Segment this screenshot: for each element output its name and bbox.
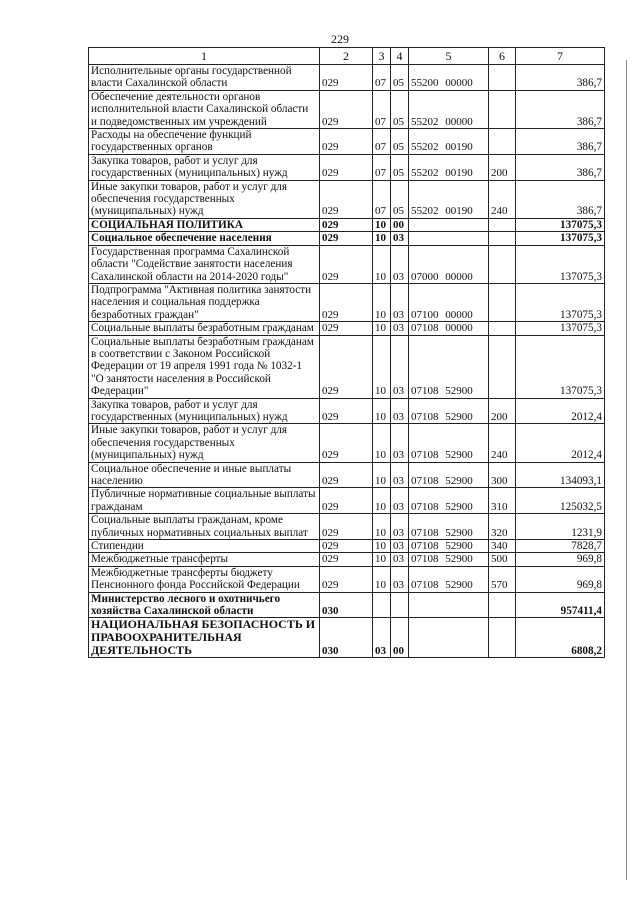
admin-code-cell: 029 <box>320 488 373 514</box>
expense-type-cell <box>489 218 516 231</box>
subsection-code-cell: 03 <box>391 514 409 540</box>
row-name-cell: Социальное обеспечение и иные выплаты населению <box>89 462 320 488</box>
column-header: 7 <box>516 48 605 65</box>
column-header: 5 <box>409 48 489 65</box>
admin-code-cell: 029 <box>320 232 373 245</box>
amount-cell: 2012,4 <box>516 424 605 462</box>
table-row <box>89 592 605 618</box>
table-row <box>89 180 605 218</box>
admin-code-cell: 029 <box>320 180 373 218</box>
table-row <box>89 65 605 91</box>
row-name-cell: Государственная программа Сахалинской области "Содействие занятости населения Сахалинской области на 2014-2020 годы" <box>89 245 320 283</box>
expense-type-cell <box>489 129 516 155</box>
section-code-cell: 10 <box>373 322 391 335</box>
amount-cell: 386,7 <box>516 154 605 180</box>
section-code-cell: 10 <box>373 232 391 245</box>
row-name-cell: Обеспечение деятельности органов исполнительной власти Сахалинской области и подведомственных им учреждений <box>89 90 320 128</box>
table-row <box>89 514 605 540</box>
table-row <box>89 322 605 335</box>
expense-type-cell: 240 <box>489 424 516 462</box>
table-row <box>89 566 605 592</box>
amount-cell: 1231,9 <box>516 514 605 540</box>
target-article-cell <box>409 218 489 231</box>
section-code-cell: 10 <box>373 335 391 398</box>
section-code-cell: 10 <box>373 398 391 424</box>
row-name-cell: Социальные выплаты безработным гражданам <box>89 322 320 335</box>
subsection-code-cell: 00 <box>391 618 409 658</box>
table-row <box>89 540 605 553</box>
admin-code-cell: 029 <box>320 540 373 553</box>
section-code-cell: 10 <box>373 488 391 514</box>
scan-edge-line <box>626 60 627 880</box>
table-row <box>89 488 605 514</box>
expense-type-cell: 340 <box>489 540 516 553</box>
admin-code-cell: 029 <box>320 90 373 128</box>
expense-type-cell <box>489 283 516 321</box>
section-code-cell <box>373 592 391 618</box>
row-name-cell: Социальное обеспечение населения <box>89 232 320 245</box>
table-row <box>89 462 605 488</box>
expense-type-cell <box>489 232 516 245</box>
section-code-cell: 10 <box>373 514 391 540</box>
expense-type-cell: 320 <box>489 514 516 540</box>
subsection-code-cell: 05 <box>391 90 409 128</box>
target-article-cell <box>409 618 489 658</box>
table-row <box>89 335 605 398</box>
subsection-code-cell: 05 <box>391 129 409 155</box>
subsection-code-cell: 03 <box>391 540 409 553</box>
section-code-cell: 07 <box>373 180 391 218</box>
amount-cell: 386,7 <box>516 65 605 91</box>
target-article-cell: 07108 52900 <box>409 424 489 462</box>
section-code-cell: 10 <box>373 553 391 566</box>
table-row <box>89 245 605 283</box>
row-name-cell: Иные закупки товаров, работ и услуг для обеспечения государственных (муниципальных) нужд <box>89 180 320 218</box>
row-name-cell: Расходы на обеспечение функций государственных органов <box>89 129 320 155</box>
row-name-cell: Социальные выплаты гражданам, кроме публичных нормативных социальных выплат <box>89 514 320 540</box>
admin-code-cell: 029 <box>320 218 373 231</box>
target-article-cell: 07108 52900 <box>409 488 489 514</box>
column-header: 3 <box>373 48 391 65</box>
subsection-code-cell <box>391 592 409 618</box>
admin-code-cell: 029 <box>320 462 373 488</box>
amount-cell: 969,8 <box>516 566 605 592</box>
admin-code-cell: 029 <box>320 245 373 283</box>
target-article-cell: 07108 52900 <box>409 566 489 592</box>
target-article-cell: 55202 00190 <box>409 129 489 155</box>
section-code-cell: 10 <box>373 424 391 462</box>
amount-cell: 7828,7 <box>516 540 605 553</box>
target-article-cell: 07108 52900 <box>409 335 489 398</box>
subsection-code-cell: 03 <box>391 488 409 514</box>
amount-cell: 386,7 <box>516 90 605 128</box>
amount-cell: 386,7 <box>516 129 605 155</box>
row-name-cell: Закупка товаров, работ и услуг для государственных (муниципальных) нужд <box>89 398 320 424</box>
table-row <box>89 129 605 155</box>
admin-code-cell: 030 <box>320 618 373 658</box>
expense-type-cell: 570 <box>489 566 516 592</box>
amount-cell: 2012,4 <box>516 398 605 424</box>
amount-cell: 137075,3 <box>516 218 605 231</box>
section-code-cell: 07 <box>373 65 391 91</box>
row-name-cell: Публичные нормативные социальные выплаты гражданам <box>89 488 320 514</box>
table-row <box>89 232 605 245</box>
row-name-cell: СОЦИАЛЬНАЯ ПОЛИТИКА <box>89 218 320 231</box>
amount-cell: 969,8 <box>516 553 605 566</box>
subsection-code-cell: 03 <box>391 245 409 283</box>
table-row <box>89 424 605 462</box>
amount-cell: 137075,3 <box>516 335 605 398</box>
target-article-cell: 55200 00000 <box>409 65 489 91</box>
admin-code-cell: 029 <box>320 424 373 462</box>
subsection-code-cell: 03 <box>391 553 409 566</box>
admin-code-cell: 029 <box>320 322 373 335</box>
expense-type-cell: 500 <box>489 553 516 566</box>
admin-code-cell: 029 <box>320 65 373 91</box>
section-code-cell: 10 <box>373 566 391 592</box>
target-article-cell: 07108 52900 <box>409 540 489 553</box>
row-name-cell: Министерство лесного и охотничьего хозяйства Сахалинской области <box>89 592 320 618</box>
target-article-cell: 07100 00000 <box>409 283 489 321</box>
expense-type-cell <box>489 592 516 618</box>
amount-cell: 137075,3 <box>516 322 605 335</box>
expense-type-cell: 240 <box>489 180 516 218</box>
expense-type-cell: 200 <box>489 154 516 180</box>
table-row <box>89 154 605 180</box>
subsection-code-cell: 03 <box>391 322 409 335</box>
admin-code-cell: 029 <box>320 553 373 566</box>
row-name-cell: Исполнительные органы государственной власти Сахалинской области <box>89 65 320 91</box>
table-row <box>89 618 605 658</box>
target-article-cell: 07108 52900 <box>409 398 489 424</box>
section-code-cell: 10 <box>373 245 391 283</box>
subsection-code-cell: 03 <box>391 566 409 592</box>
expense-type-cell <box>489 90 516 128</box>
amount-cell: 137075,3 <box>516 245 605 283</box>
section-code-cell: 10 <box>373 218 391 231</box>
target-article-cell: 55202 00190 <box>409 154 489 180</box>
amount-cell: 957411,4 <box>516 592 605 618</box>
row-name-cell: Стипендии <box>89 540 320 553</box>
section-code-cell: 03 <box>373 618 391 658</box>
section-code-cell: 10 <box>373 283 391 321</box>
subsection-code-cell: 03 <box>391 283 409 321</box>
admin-code-cell: 029 <box>320 154 373 180</box>
target-article-cell <box>409 592 489 618</box>
page-number: 229 <box>331 32 349 46</box>
expense-type-cell <box>489 335 516 398</box>
amount-cell: 137075,3 <box>516 283 605 321</box>
table-row <box>89 398 605 424</box>
table-row <box>89 283 605 321</box>
target-article-cell: 07108 52900 <box>409 553 489 566</box>
admin-code-cell: 029 <box>320 283 373 321</box>
row-name-cell: НАЦИОНАЛЬНАЯ БЕЗОПАСНОСТЬ И ПРАВООХРАНИТЕЛЬНАЯ ДЕЯТЕЛЬНОСТЬ <box>89 618 320 658</box>
amount-cell: 386,7 <box>516 180 605 218</box>
row-name-cell: Межбюджетные трансферты <box>89 553 320 566</box>
amount-cell: 134093,1 <box>516 462 605 488</box>
expense-type-cell <box>489 65 516 91</box>
expense-type-cell: 200 <box>489 398 516 424</box>
expense-type-cell <box>489 322 516 335</box>
target-article-cell: 07108 00000 <box>409 322 489 335</box>
table-row <box>89 553 605 566</box>
subsection-code-cell: 03 <box>391 462 409 488</box>
section-code-cell: 07 <box>373 154 391 180</box>
subsection-code-cell: 00 <box>391 218 409 231</box>
section-code-cell: 07 <box>373 90 391 128</box>
section-code-cell: 07 <box>373 129 391 155</box>
target-article-cell: 55202 00000 <box>409 90 489 128</box>
row-name-cell: Межбюджетные трансферты бюджету Пенсионного фонда Российской Федерации <box>89 566 320 592</box>
table-row <box>89 218 605 231</box>
target-article-cell: 07000 00000 <box>409 245 489 283</box>
subsection-code-cell: 05 <box>391 180 409 218</box>
row-name-cell: Иные закупки товаров, работ и услуг для обеспечения государственных (муниципальных) нужд <box>89 424 320 462</box>
table-header-row <box>89 48 605 65</box>
expense-type-cell: 300 <box>489 462 516 488</box>
row-name-cell: Закупка товаров, работ и услуг для государственных (муниципальных) нужд <box>89 154 320 180</box>
target-article-cell: 55202 00190 <box>409 180 489 218</box>
section-code-cell: 10 <box>373 540 391 553</box>
amount-cell: 125032,5 <box>516 488 605 514</box>
column-header: 2 <box>320 48 373 65</box>
column-header: 4 <box>391 48 409 65</box>
subsection-code-cell: 03 <box>391 232 409 245</box>
subsection-code-cell: 05 <box>391 154 409 180</box>
admin-code-cell: 029 <box>320 335 373 398</box>
row-name-cell: Подпрограмма "Активная политика занятости населения и социальная поддержка безработных граждан" <box>89 283 320 321</box>
admin-code-cell: 029 <box>320 566 373 592</box>
target-article-cell <box>409 232 489 245</box>
subsection-code-cell: 03 <box>391 424 409 462</box>
subsection-code-cell: 03 <box>391 398 409 424</box>
admin-code-cell: 029 <box>320 129 373 155</box>
subsection-code-cell: 03 <box>391 335 409 398</box>
admin-code-cell: 030 <box>320 592 373 618</box>
subsection-code-cell: 05 <box>391 65 409 91</box>
amount-cell: 6808,2 <box>516 618 605 658</box>
expense-type-cell: 310 <box>489 488 516 514</box>
amount-cell: 137075,3 <box>516 232 605 245</box>
column-header: 1 <box>89 48 320 65</box>
admin-code-cell: 029 <box>320 398 373 424</box>
admin-code-cell: 029 <box>320 514 373 540</box>
row-name-cell: Социальные выплаты безработным гражданам в соответствии с Законом Российской Федерации от 19 апреля 1991 года № 1032-1 "О занятости населения в Российской Федерации" <box>89 335 320 398</box>
expense-type-cell <box>489 618 516 658</box>
column-header: 6 <box>489 48 516 65</box>
table-row <box>89 90 605 128</box>
budget-table <box>88 47 605 658</box>
expense-type-cell <box>489 245 516 283</box>
section-code-cell: 10 <box>373 462 391 488</box>
target-article-cell: 07108 52900 <box>409 462 489 488</box>
target-article-cell: 07108 52900 <box>409 514 489 540</box>
